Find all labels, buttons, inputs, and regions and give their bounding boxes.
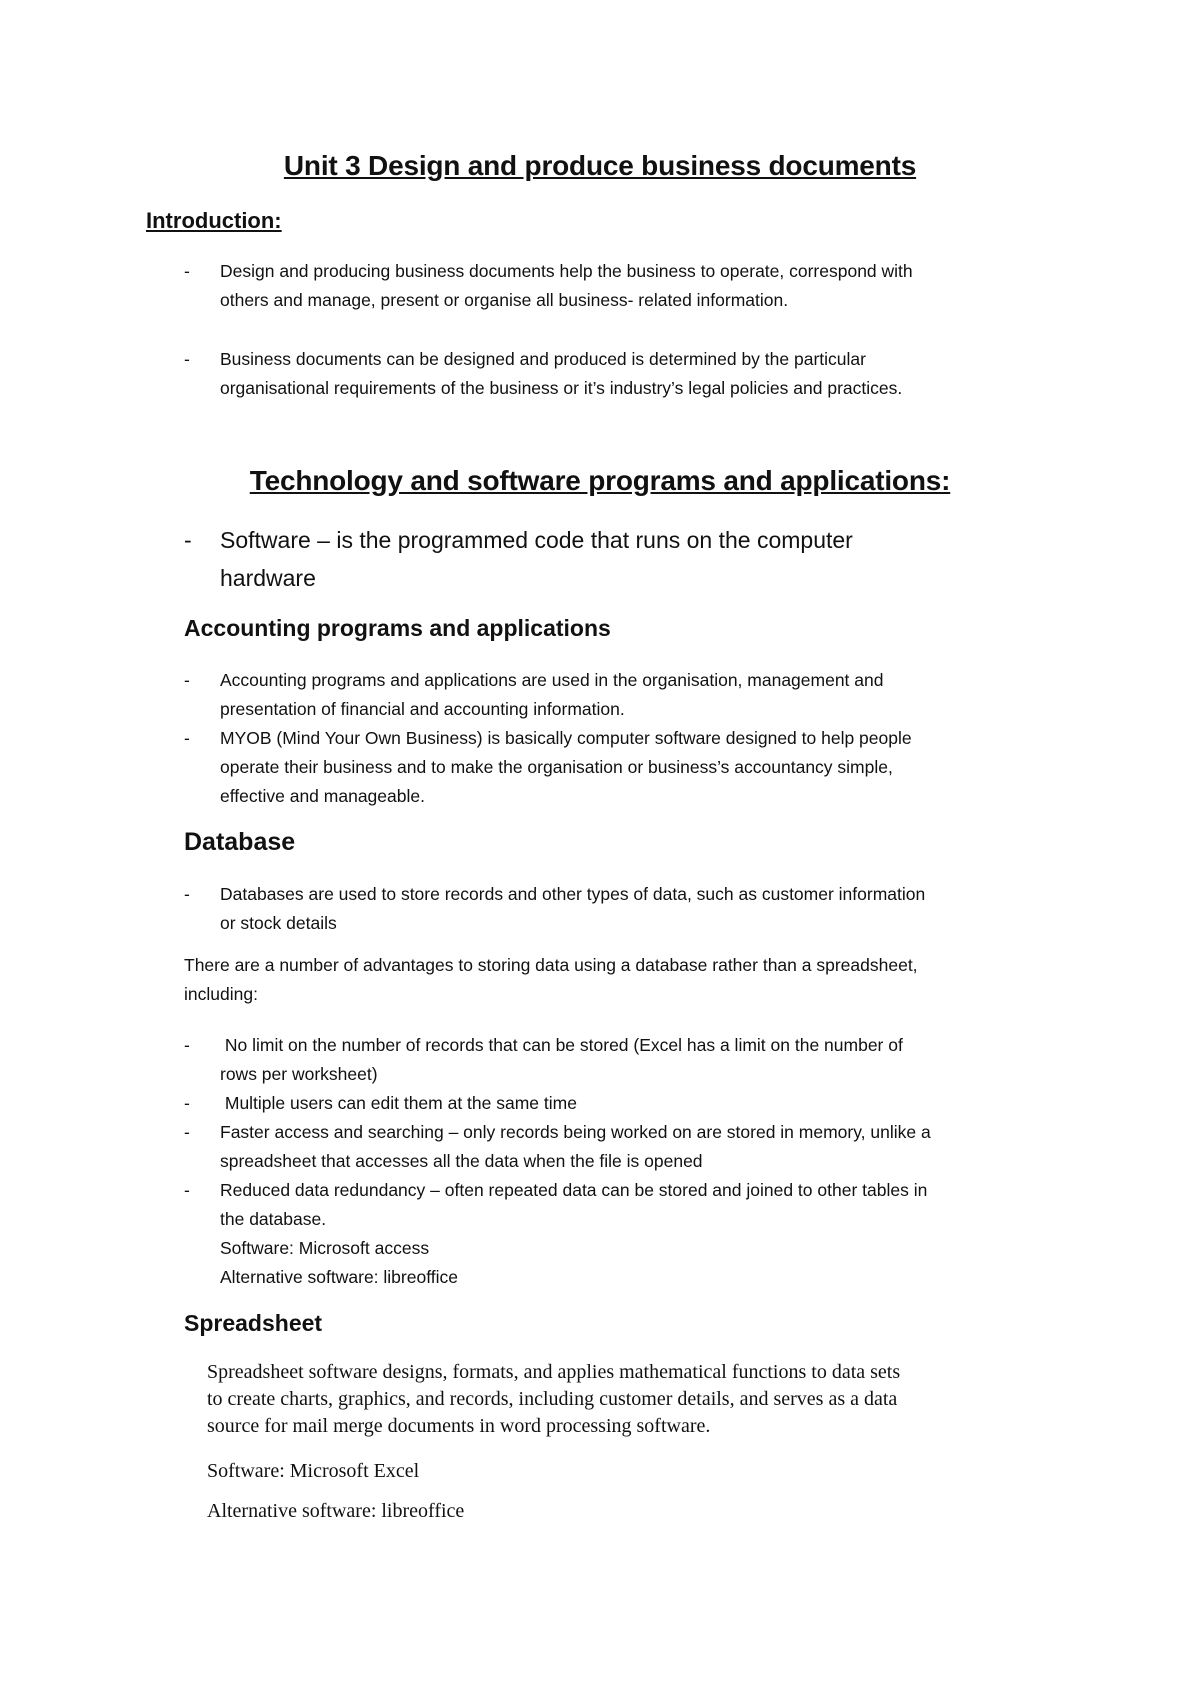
advantage-line: Reduced data redundancy – often repeated data can be stored and joined to other tables in	[220, 1180, 928, 1200]
advantages-intro	[184, 951, 1084, 1009]
spreadsheet-paragraph-line: to create charts, graphics, and records, including customer details, and serves as a data	[207, 1388, 898, 1410]
accounting-bullet	[184, 666, 1084, 724]
advantage-line: Faster access and searching – only records being worked on are stored in memory, unlike a	[220, 1122, 931, 1142]
bullet-dash: -	[184, 349, 190, 369]
bullet-dash: -	[184, 1122, 190, 1142]
intro-bullet-line: Business documents can be designed and produced is determined by the particular	[220, 349, 866, 369]
database-heading: Database	[184, 828, 296, 856]
advantage-item	[184, 1118, 1084, 1176]
bullet-dash: -	[184, 884, 190, 904]
intro-bullet-line: Design and producing business documents help the business to operate, correspond with	[220, 261, 913, 281]
advantage-line: spreadsheet that accesses all the data when the file is opened	[220, 1151, 703, 1171]
spreadsheet-paragraph	[207, 1359, 1107, 1440]
bullet-dash: -	[184, 261, 190, 281]
advantage-line: rows per worksheet)	[220, 1064, 378, 1084]
accounting-bullet-line: operate their business and to make the organisation or business’s accountancy simple,	[220, 757, 893, 777]
advantage-line: Alternative software: libreoffice	[220, 1267, 458, 1287]
advantage-line: Software: Microsoft access	[220, 1238, 430, 1258]
database-bullet-line: Databases are used to store records and other types of data, such as customer information	[220, 884, 926, 904]
advantages-intro-line: including:	[184, 984, 258, 1004]
advantage-item	[184, 1176, 1084, 1292]
bullet-dash: -	[184, 1093, 190, 1113]
technology-heading: Technology and software programs and applications:	[249, 465, 951, 496]
spreadsheet-paragraph-line: source for mail merge documents in word processing software.	[207, 1415, 711, 1437]
database-bullet	[184, 880, 1084, 938]
technology-bullet	[184, 521, 1084, 597]
technology-bullet-line: Software – is the programmed code that runs on the computer	[220, 527, 853, 553]
accounting-bullet-line: presentation of financial and accounting information.	[220, 699, 625, 719]
bullet-dash: -	[184, 670, 190, 690]
document-title: Unit 3 Design and produce business documents	[283, 150, 917, 181]
accounting-bullet	[184, 724, 1084, 811]
accounting-heading: Accounting programs and applications	[184, 615, 611, 641]
intro-bullet	[184, 345, 1084, 403]
database-bullet-line: or stock details	[220, 913, 337, 933]
advantage-line: the database.	[220, 1209, 327, 1229]
accounting-bullet-line: MYOB (Mind Your Own Business) is basically computer software designed to help people	[220, 728, 912, 748]
bullet-dash: -	[184, 1035, 190, 1055]
advantages-intro-line: There are a number of advantages to storing data using a database rather than a spreadsheet,	[184, 955, 918, 975]
advantage-line: No limit on the number of records that can be stored (Excel has a limit on the number of	[220, 1035, 903, 1055]
advantage-item	[184, 1089, 1084, 1118]
bullet-dash: -	[184, 728, 190, 748]
intro-bullet-line: organisational requirements of the business or it’s industry’s legal policies and practices.	[220, 378, 903, 398]
bullet-dash: -	[184, 527, 192, 553]
spreadsheet-heading: Spreadsheet	[184, 1310, 323, 1336]
accounting-bullet-line: effective and manageable.	[220, 786, 425, 806]
spreadsheet-software: Software: Microsoft Excel	[207, 1460, 420, 1482]
accounting-bullet-line: Accounting programs and applications are used in the organisation, management and	[220, 670, 884, 690]
advantage-item	[184, 1031, 1084, 1089]
intro-bullet	[184, 257, 1084, 315]
advantage-line: Multiple users can edit them at the same time	[220, 1093, 577, 1113]
intro-bullet-line: others and manage, present or organise all business- related information.	[220, 290, 789, 310]
introduction-heading: Introduction:	[146, 208, 282, 233]
spreadsheet-paragraph-line: Spreadsheet software designs, formats, and applies mathematical functions to data sets	[207, 1361, 901, 1383]
bullet-dash: -	[184, 1180, 190, 1200]
technology-bullet-line: hardware	[220, 565, 316, 591]
spreadsheet-alternative-software: Alternative software: libreoffice	[207, 1500, 465, 1522]
